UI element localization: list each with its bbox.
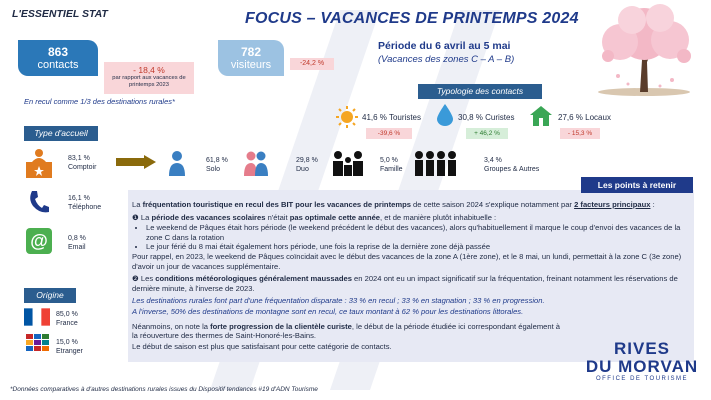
contacts-change: - 18,4 % [133,65,165,75]
touristes-change: -39,6 % [366,128,412,139]
contacts-change-badge [104,62,194,94]
recul-note: En recul comme 1/3 des destinations rurales* [24,97,175,106]
key-points-header: Les points à retenir [581,177,693,193]
solo-person-icon [168,150,186,176]
france-stat: 85,0 % France [56,311,78,327]
locaux-change: - 15,3 % [560,128,600,139]
key-points-text: La fréquentation touristique en recul des BIT pour les vacances de printemps de cette saison 2024 s'explique notamment par 2 facteurs principaux : ❶ La période des vacances scolaires n'était pas optimale cette année, et de manière plutôt inhabituelle : • Le weekend de Pâques était hors période (le weekend précédent le début des vacances), alors qu'habituellement il marque le coup d'envoi des vacances de la zone C dans la rotation • Le jour férié du 8 mai était également hors période, une fois la reprise de la dernière zone déjà passée Pour rappel, en 2023, le weekend de Pâques coïncidait avec le début des vacances de la zone A (1ère zone), et le 8 mai, un lundi, permettait à la zone C (3e zone) d'avoir un jour de vacances supplémentaire. ❷ Les conditions météorologiques généralement maussades en 2024 ont eu un impact significatif sur la fréquentation, freinant notamment les réservations de dernière minute, à l'inverse de 2023. Les destinations rurales font part d'une fréquentation disparate : 33 % en recul ; 33 % en stagnation ; 33 % en progression. A l'inverse, 50% des destinations de montagne sont en recul, ce taux montant à 62 % pour les destinations littorales. Néanmoins, on note la forte progression de la clientèle curiste, le début de la période étudiée ici correspondant également à la réouverture des thermes de Saint-Honoré-les-Bains. Le début de saison est plus que satisfaisant pour cette catégorie de contacts. [132,200,688,352]
blossom-tree-illustration [588,4,700,96]
contacts-label: contacts [37,59,79,71]
mountain-note: A l'inverse, 50% des destinations de montagne sont en recul, ce taux montant à 62 % pour les destinations littorales. [132,306,524,316]
water-drop-icon [437,104,453,126]
rural-note: Les destinations rurales font part d'une fréquentation disparate : 33 % en recul ; 33 % en stagnation ; 33 % en progression. [132,296,545,306]
touristes-stat: 41,6 % Touristes [362,113,421,122]
house-icon [530,106,552,126]
duo-stat: 29,8 % Duo [296,157,318,173]
family-icon [332,150,364,176]
duo-persons-icon [244,150,268,176]
period-text: Période du 6 avril au 5 mai [378,40,511,52]
solo-stat: 61,8 % Solo [206,157,228,173]
visiteurs-kpi [218,40,284,76]
rappel-text: Pour rappel, en 2023, le weekend de Pâques coïncidait avec le début des vacances de la zone A (1ère zone), et le 8 mai, un lundi, permettait à la zone C (3e zone) d'avoir un jour de vacances supplémentaire. [132,251,682,271]
france-flag-icon [24,308,50,326]
telephone-stat: 16,1 % Téléphone [68,195,102,211]
email-stat: 0,8 % Email [68,235,86,251]
page-title: FOCUS – VACANCES DE PRINTEMPS 2024 [245,10,579,27]
contacts-value: 863 [47,45,69,59]
curistes-change: + 46,2 % [466,128,508,139]
visiteurs-value: 782 [240,45,262,59]
visiteurs-change-badge: -24,2 % [290,58,334,70]
phone-icon [28,190,50,214]
arrow-icon [116,155,156,169]
international-flags-icon [26,334,50,356]
logo-tagline: OFFICE DE TOURISME [595,376,689,382]
email-icon [26,228,52,254]
group-icon [414,150,458,176]
zones-text: (Vacances des zones C – A – B) [378,54,515,65]
typologie-header: Typologie des contacts [418,84,542,99]
section-label: L'ESSENTIEL STAT [12,8,108,20]
reception-desk-icon [24,148,54,178]
point-8-mai: • Le jour férié du 8 mai était également hors période, une fois la reprise de la dernière zone déjà passée [146,242,688,252]
origine-header: Origine [24,288,76,303]
point-paques: • Le weekend de Pâques était hors période (le weekend précédent le début des vacances), alors qu'habituellement il marque le coup d'envoi des vacances de la zone C dans la rotation [146,223,688,242]
footnote: *Données comparatives à d'autres destinations rurales issues du Dispositif tendances #19 d'ADN Tourisme [10,386,318,393]
logo: RIVES DU MORVAN [585,339,699,376]
locaux-stat: 27,6 % Locaux [558,113,611,122]
curistes-note: Le début de saison est plus que satisfaisant pour cette catégorie de contacts. [132,341,392,351]
etranger-stat: 15,0 % Etranger [56,339,83,355]
curistes-stat: 30,8 % Curistes [458,113,515,122]
svg-text:@: @ [30,231,48,251]
accueil-header: Type d'accueil [24,126,98,141]
sun-icon [336,106,358,128]
groupes-stat: 3,4 % Groupes & Autres [484,157,540,173]
contacts-kpi [18,40,98,76]
contacts-change-note: par rapport aux vacances de printemps 2023 [112,75,186,88]
comptoir-stat: 83,1 % Comptoir [68,155,97,171]
visiteurs-label: visiteurs [230,59,272,71]
famille-stat: 5,0 % Famille [380,157,403,173]
